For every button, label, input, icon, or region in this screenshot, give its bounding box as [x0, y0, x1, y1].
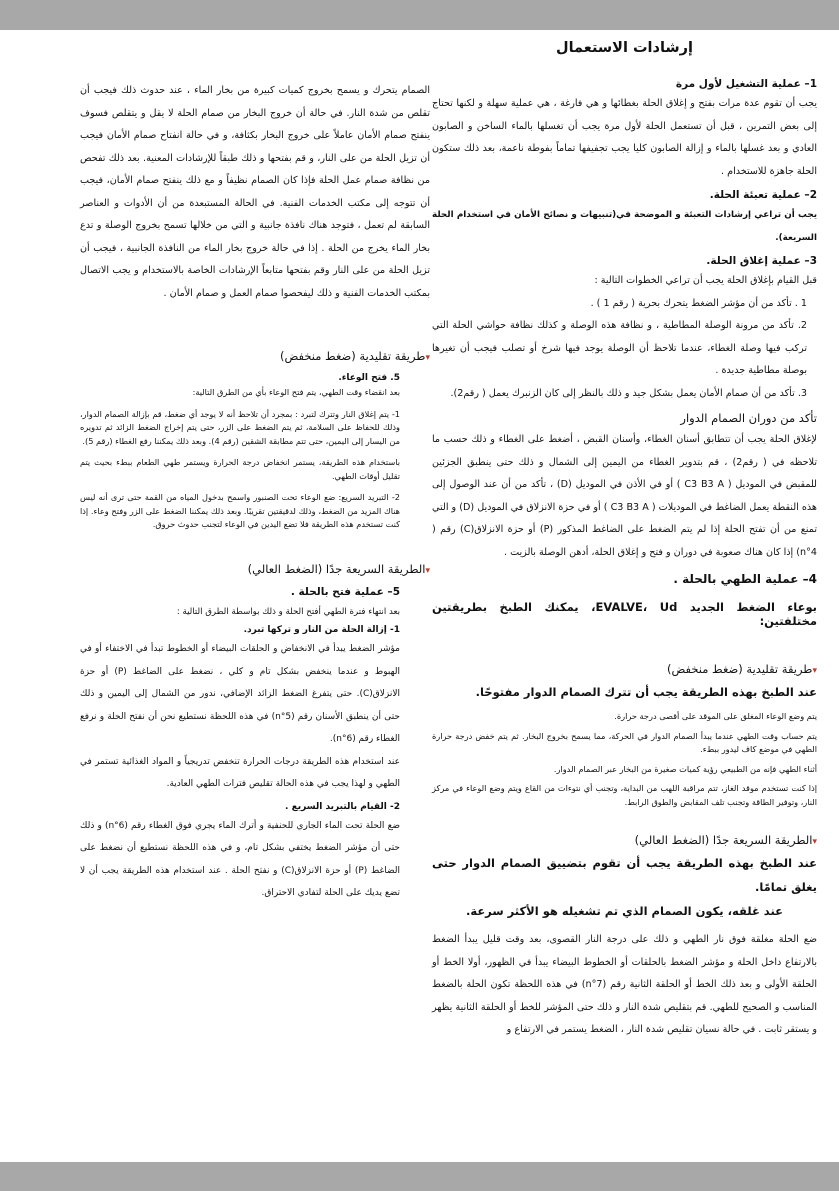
fast-rule-2: عند غلقه، يكون الصمام الذي تم تشغيله هو الأكثر سرعة.	[465, 904, 783, 918]
list-item: 2. تأكد من مرونة الوصلة المطاطية ، و نظافة هذه الوصلة و كذلك نظافة حواشي الحلة التي تركب فيها وصلة الغطاء، عندما تلاحظ أن الوصلة يوجد فيها شرخ أو تصلب فيجب أن تغيرها بوصلة مطاطية جديدة .	[432, 320, 807, 376]
list-item: إذا كنت تستخدم موقد الغاز، تتم مراقبة اللهب من البداية، وتجنب أي نتوءات من القاع ويتم وضع الوعاء في مركز النار، وتوفير الطاقة وتجنب تلف المقابض والطوق الرابط.	[432, 783, 817, 807]
bottom-gray-bar	[0, 1162, 839, 1191]
traditional-rule: عند الطبخ بهذه الطريقة يجب أن تترك الصمام الدوار مفتوحًا.	[475, 685, 817, 699]
list-item: 3. تأكد من أن صمام الأمان يعمل بشكل جيد و ذلك بالنظر إلى كان الزنبرك يعمل ( رقم2).	[450, 387, 807, 399]
fast-text: ضع الحلة مغلقة فوق نار الطهي و ذلك على درجة النار القصوى، بعد وقت قليل يبدأ الضغط بالارتفاع داخل الحلة و مؤشر الضغط بالحلقات أو الخطوط البيضاء يبدأ في الظهور، أولا الخط أو الحلقة الأولى و بعد ذلك الخط أو الحلقة الثانية رقم (n°7) في هذه اللحظة تكون الحلة بالضغط المناسب و الصحيح للطهي. قم بتقليص شدة النار و ذلك حتى المؤشر للخط أو الحلقة الثانية يظهر و يستقر ثابت . في حالة نسيان تقليص شدة النار ، الضغط يستمر في الارتفاع و	[432, 934, 817, 1035]
list-item: أثناء الطهي فإنه من الطبيعي رؤية كميات صغيرة من البخار عبر الصمام الدوار.	[553, 763, 817, 774]
cooling-heading: 2- القيام بالتبريد السريع .	[285, 801, 400, 812]
section-5b-intro: بعد انتهاء فترة الطهي أفتح الحلة و ذلك بواسطة الطرق التالية :	[176, 606, 400, 617]
remove-note: عند استخدام هذه الطريقة درجات الحرارة تنخفض تدريجياً و المواد الغذائية تستمر في الطهي و لهذا يجب في هذه الحالة تقليص فترات الطهي العادية.	[80, 756, 400, 789]
marker-icon: ▾	[812, 837, 817, 847]
fast-heading-left: ▾الطريقة السريعة جدًا (الضغط العالي)	[247, 561, 430, 576]
cooling-text: ضع الحلة تحت الماء الجاري للحنفية و أترك الماء يجري فوق الغطاء رقم (n°6) و ذلك حتى أن مؤشر الضغط يختفي بشكل تام، و في هذه اللحظة نستطيع أن نضغط على الضاغط (P) أو حزة الانزلاق(C) و نفتح الحلة . عند استخدام هذه الطريقة يجب أن لا تضع يديك على الحلة لتفادي الاحتراق.	[80, 820, 400, 898]
section-5-intro: بعد انقضاء وقت الطهي، يتم فتح الوعاء بأي من الطرق التالية:	[192, 387, 400, 397]
section-3-list	[432, 293, 817, 406]
left-column	[0, 36, 430, 905]
traditional-heading-left: ▾طريقة تقليدية (ضغط منخفض)	[279, 349, 430, 363]
continuation-text: الصمام يتحرك و يسمح بخروج كميات كبيرة من بخار الماء ، عند حدوث ذلك فيجب أن تقلص من شدة النار. في حالة أن خروج البخار من صمام الحلة لا يقل و يتقلص فسوف ينفتح صمام الأمان عاملاً على خروج البخار بكثافة، و في حالة انفتاح صمام الأمان فيجب أن تزيل الحلة من على النار، و قم بفتحها و ذلك طبقاً للإرشادات المعنية. بعد ذلك تفحص من نظافة صمام عمل الحلة فإذا كان الصمام نظيفاً و مع ذلك ينفتح صمام الأمان، فيجب أن تتوجه إلى مكتب الخدمات الفنية. في الحالة المستبعدة من أن الأدوات و العناصر السابقة لم تعمل ، فتوجد هناك نافذة جانبية و التي من خلالها تسمح بخروج الوصلة و تدع بخار الماء يخرج من الحلة . إذا في حالة خروج بخار الماء من النافذة الجانبية ، فيجب أن تزيل الحلة من على النار وقم بفتحها متابعاً الإرشادات الخاصة بالاستخدام و يجب الاتصال بمكتب الخدمات الفنية و ذلك ليفحصوا صمام العمل و صمام الأمان .	[80, 85, 430, 299]
traditional-heading: ▾طريقة تقليدية (ضغط منخفض)	[666, 662, 817, 676]
section-4-heading: 4– عملية الطهي بالحلة .	[673, 572, 817, 586]
fast-rule-1: عند الطبخ بهذه الطريقة يجب أن تقوم بتضييق الصمام الدوار حتى يغلق تمامًا.	[432, 856, 817, 894]
section-5-heading: 5. فتح الوعاء.	[338, 373, 400, 383]
list-item: 1 . تأكد من أن مؤشر الضغط يتحرك بحرية ( رقم 1 ) .	[590, 297, 807, 309]
section-3-intro: قبل القيام بإغلاق الحلة يجب أن تراعي الخطوات التالية :	[594, 275, 817, 286]
marker-icon: ▾	[425, 565, 430, 576]
top-gray-bar	[0, 0, 839, 30]
section-1-text: يجب أن تقوم عدة مرات بفتح و إغلاق الحلة بغطائها و هي فارغة ، هي عملية سهلة و لكنها تحتاج إلى بعض التمرين ، قبل أن تستعمل الحلة لأول مرة يجب أن تغسلها بالماء الساخن و الصابون العادي و بعد غسلها بالماء و إزالة الصابون كليا يجب تجفيفها تماماً بفوطة ناعمة، بعد ذلك ستكون الحلة جاهزة للاستخدام .	[432, 98, 817, 177]
method-2-text: 2- التبريد السريع: ضع الوعاء تحت الصنبور واسمح بدخول المياه من القمة حتى ترى أنه ليس هناك المزيد من الضغط، وذلك لدقيقتين تقريبًا. وبعد ذلك يمكننا الضغط على الزر وفتح وعاء. إذا كنت تستخدم هذه الطريقة فلا تضع اليدين في الوعاء لتجنب حدوث حروق.	[80, 492, 400, 529]
remove-heading: 1- إزالة الحلة من النار و تركها تبرد.	[243, 625, 400, 635]
fast-heading: ▾الطريقة السريعة جدًا (الضغط العالي)	[634, 833, 817, 847]
valve-heading: تأكد من دوران الصمام الدوار	[680, 411, 817, 425]
method-1-note: باستخدام هذه الطريقة، يستمر انخفاض درجة الحرارة ويستمر طهي الطعام ببطء بحيث يتم تقليل أوقات الطهي.	[80, 457, 400, 481]
section-2-text: يجب أن تراعي إرشادات التعبئة و الموضحة في(تنبيهات و نصائح الأمان في استخدام الحلة السريعة).	[432, 210, 817, 243]
document-page	[0, 30, 839, 1162]
page-title: إرشادات الاستعمال	[556, 40, 693, 56]
right-column	[432, 36, 817, 1042]
valve-text: لإغلاق الحلة يجب أن تتطابق أسنان الغطاء، وأسنان القبض ، أضغط على الغطاء و ذلك حسب ما تلاحظه في ( رقم2) ، قم بتدوير الغطاء من اليمين إلى الشمال و ذلك حتى ينطبق الجزئين للمقبض في الموديل ( C3 B3 A ) أو في الأذن في الموديل (D) ، تأكد من أن عند الوصول إلى هذه النقطة يعمل الضاغط في الموديلات ( C3 B3 A ) أو في حزة الانزلاق في الموديل (D) و التي تمنع من أن تفتح الحلة إذا لم يتم الضغط على الضاغط المذكور (P) أو حزة الانزلاق(C) رقم ( n°4) إذا كان هناك صعوبة في دوران و فتح و إغلاق الحلة، أدهن الوصلة بالزيت .	[432, 434, 817, 558]
list-item: يتم وضع الوعاء المغلق على الموقد على أقصى درجة حرارة.	[614, 711, 817, 721]
remove-text: مؤشر الضغط يبدأ في الانخفاض و الحلقات البيضاء أو الخطوط تبدأ في الاختفاء أو في الهبوط و عندما ينخفض بشكل تام و كلي ، نضغط على الضاغط (P) أو حزة الانزلاق(C). حتى يتفرغ الضغط الزائد الإضافي، ندور من الشمال إلى اليمين و ذلك حتى أن ينطبق الأسنان رقم (n°5) في هذه اللحظة نستطيع نحن أن نفتح الحلة و نرفع الغطاء رقم (n°6).	[80, 644, 400, 744]
section-5b-heading: 5– عملية فتح بالحلة .	[290, 585, 400, 598]
marker-icon: ▾	[425, 353, 430, 363]
section-4-text: بوعاء الضغط الجديد EVALVE، Ud، يمكنك الطبخ بطريقتين مختلفتين:	[432, 600, 817, 628]
section-3-heading: 3– عملية إغلاق الحلة.	[706, 255, 817, 267]
section-1-heading: 1– عملية التشغيل لأول مرة	[675, 78, 817, 90]
method-1-text: 1- يتم إغلاق النار وتترك لتبرد : بمجرد أن تلاحظ أنه لا يوجد أي ضغط، قم بإزالة الصمام الدوار، وذلك للحفاظ على السلامة، ثم يتم الضغط على الزر، حتى يتم إخراج الضغط الزائد ثم تدويره من اليسار إلى اليمين، حتى تتم مطابقة الشقين (رقم 4). وبعد ذلك يمكننا رفع الغطاء (رقم 5).	[80, 408, 400, 446]
section-2-heading: 2– عملية تعبئة الحلة.	[709, 189, 817, 201]
list-item: يتم حساب وقت الطهي عندما يبدأ الصمام الدوار في الحركة، مما يسمح بخروج البخار. ثم يتم خفض درجة حرارة الطهي في موضع كاف ليدور ببطء.	[432, 730, 817, 754]
marker-icon: ▾	[812, 666, 817, 676]
